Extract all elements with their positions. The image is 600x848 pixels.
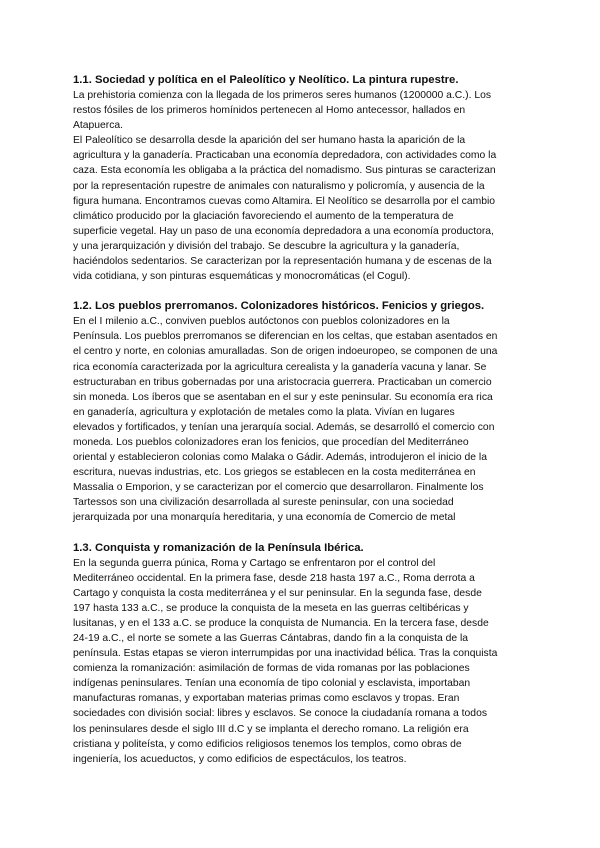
text-line: El Paleolítico se desarrolla desde la aparición del ser humano hasta la aparición de la — [73, 135, 466, 147]
text-line: rica economía caracterizada por la agricultura cerealista y la ganadería vacuna y lanar. Se — [73, 361, 487, 373]
text-line: jerarquizada por una monarquía hereditaria, y una economía de Comercio de metal — [73, 512, 456, 524]
section-paragraph — [73, 314, 535, 525]
text-line: haciéndolos sedentarios. Se caracterizan por la representación humana y de escenas de la — [73, 256, 492, 268]
text-line: indígenas peninsulares. Tenían una economía de tipo colonial y esclavista, importaban — [73, 678, 471, 690]
text-line: península. Estas etapas se vieron interrumpidas por una inactividad bélica. Tras la conquista — [73, 648, 498, 660]
text-line: caza. Esta economía les obligaba a la práctica del nomadismo. Sus pinturas se caracterizan — [73, 165, 496, 177]
text-line: 24-19 a.C., el norte se somete a las Guerras Cántabras, dando fin a la conquista de la — [73, 633, 469, 644]
text-line: figura humana. Encontramos cuevas como Altamira. El Neolítico se desarrolla por el cambio — [73, 195, 495, 207]
text-line: cristiana y politeísta, y como edificios religiosos tenemos los templos, como obras de — [73, 738, 462, 750]
text-line: vida cotidiana, y son pinturas esquemáticas y monocromáticas (el Cogul). — [73, 271, 411, 283]
section-paragraph — [73, 88, 535, 284]
text-line: moneda. Los pueblos colonizadores eran los fenicios, que procedían del Mediterráneo — [73, 436, 469, 448]
text-line: La prehistoria comienza con la llegada de los primeros seres humanos (1200000 a.C.). Los — [73, 90, 492, 101]
text-line: en ganadería, agricultura y explotación de metales como la plata. Vivían en lugares — [73, 406, 455, 418]
text-line: oriental y establecieron colonias como Malaka o Gádir. Además, introdujeron el inicio de la — [73, 452, 487, 464]
section-heading: 1.1. Sociedad y política en el Paleolítico y Neolítico. La pintura rupestre. — [73, 74, 459, 86]
section-heading: 1.2. Los pueblos prerromanos. Colonizadores históricos. Fenicios y griegos. — [73, 300, 485, 313]
text-line: sin moneda. Los íberos que se asentaban en el sur y este peninsular. Su economía era rica — [73, 391, 493, 403]
text-line: y una jerarquización y división del trabajo. Se descubre la agricultura y la ganadería, — [73, 240, 460, 252]
section-2 — [73, 299, 535, 525]
text-line: los peninsulares desde el siglo III d.C y se implanta el derecho romano. La religión era — [73, 723, 469, 735]
text-line: elevados y fortificados, y tenían una jerarquía social. Además, se desarrolló el comercio con — [73, 421, 495, 433]
text-line: escritura, nuevas industrias, etc. Los griegos se establecen en la costa mediterránea en — [73, 467, 476, 479]
text-line: En la segunda guerra púnica, Roma y Cartago se enfrentaron por el control del — [73, 557, 436, 569]
document-body — [73, 73, 535, 767]
text-line: Península. Los pueblos prerromanos se diferencian en los celtas, que estaban asentados en — [73, 331, 498, 343]
text-line: Atapuerca. — [73, 120, 124, 132]
section-3 — [73, 541, 535, 767]
text-line: 197 hasta 133 a.C., se produce la conquista de la meseta en las guerras celtibéricas y — [73, 602, 469, 614]
text-line: sociedades con división social: libres y esclavos. Se conoce la ciudadanía romana a todos — [73, 708, 487, 720]
text-line: Cartago y conquista la costa mediterránea y el sur peninsular. En la segunda fase, desde — [73, 587, 482, 599]
text-line: lusitanas, y en el 133 a.C. se produce la conquista de Numancia. En la tercera fase, desde — [73, 617, 489, 629]
text-line: ingeniería, los acueductos, y como edificios de espectáculos, los teatros. — [73, 753, 407, 765]
text-line: superficie vegetal. Hay un paso de una economía depredadora a una economía productora, — [73, 225, 494, 237]
text-line: climático producido por la glaciación favoreciendo el aumento de la temperatura de — [73, 210, 454, 222]
text-line: Massalia o Emporion, y se caracterizan por el comercio que desarrollaron. Finalmente los — [73, 482, 484, 494]
text-line: Tartessos son una civilización desarrollada al sureste peninsular, con una sociedad — [73, 497, 454, 509]
text-line: restos fósiles de los primeros homínidos pertenecen al Homo antecessor, hallados en — [73, 105, 466, 117]
text-line: En el I milenio a.C., conviven pueblos autóctonos con pueblos colonizadores en la — [73, 316, 450, 328]
text-line: estructuraban en tribus gobernadas por una aristocracia guerrera. Practicaban un comercio — [73, 376, 492, 388]
section-paragraph — [73, 556, 535, 767]
text-line: comienza la romanización: asimilación de formas de vida romanas por las poblaciones — [73, 663, 470, 675]
text-line: Mediterráneo occidental. En la primera fase, desde 218 hasta 197 a.C., Roma derrota a — [73, 572, 475, 584]
text-line: el centro y norte, en colonias amuralladas. Son de origen indoeuropeo, se componen de una — [73, 346, 498, 358]
section-heading: 1.3. Conquista y romanización de la Península Ibérica. — [73, 541, 364, 554]
text-line: agricultura y la ganadería. Practicaban una economía depredadora, con actividades como la — [73, 150, 497, 162]
text-line: manufacturas romanas, y exportaban materias primas como esclavos y tropas. Eran — [73, 693, 460, 705]
text-line: por la representación rupestre de animales con naturalismo y policromía, y ausencia de la — [73, 180, 485, 192]
section-1 — [73, 73, 535, 284]
